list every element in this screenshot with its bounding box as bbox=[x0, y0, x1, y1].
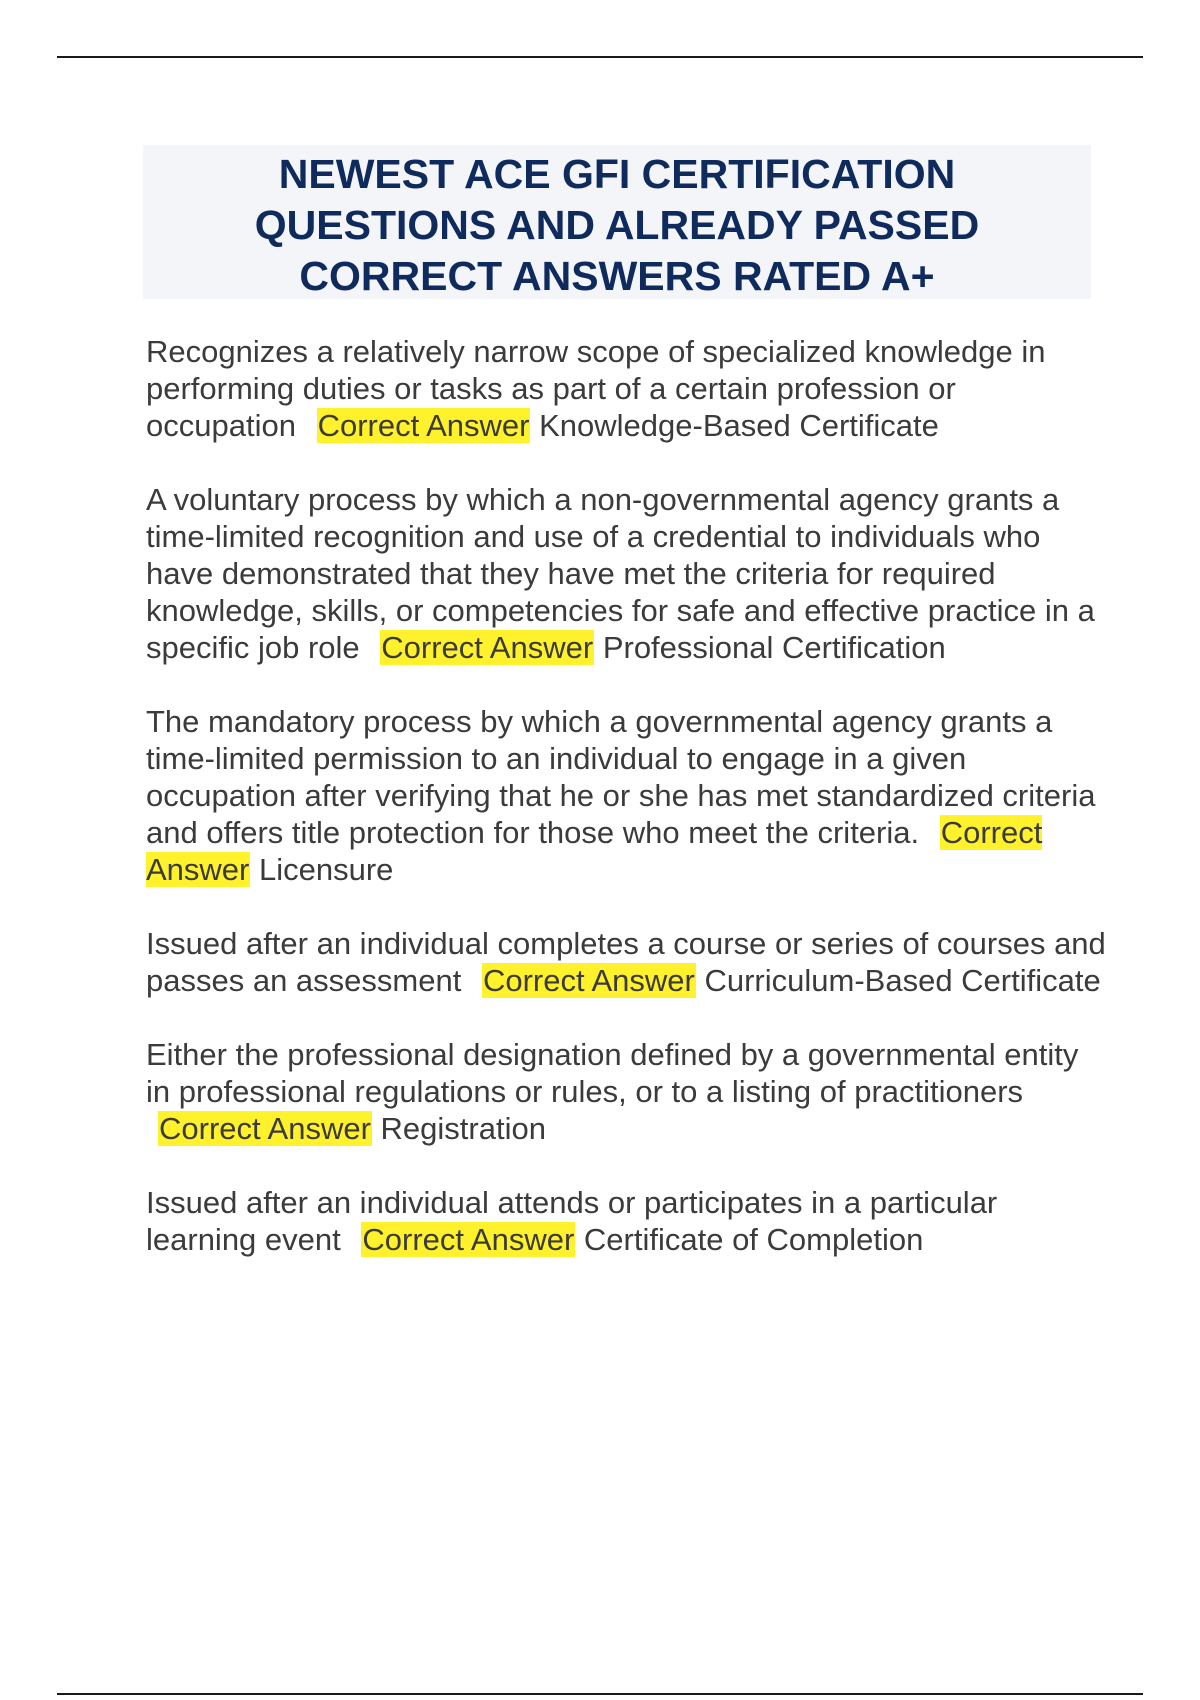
question-text: Issued after an individual completes a course or series of courses and passes an assessment bbox=[146, 926, 1106, 998]
question-text: Recognizes a relatively narrow scope of specialized knowledge in performing duties or tasks as part of a certain profession or occupation bbox=[146, 334, 1046, 443]
question-text: A voluntary process by which a non-governmental agency grants a time-limited recognition and use of a credential to individuals who have demonstrated that they have met the criteria for required knowledge, skills, or competencies for safe and effective practice in a specific job role bbox=[146, 482, 1095, 665]
qa-list bbox=[146, 333, 1106, 1295]
title-line-3: CORRECT ANSWERS RATED A+ bbox=[299, 253, 935, 299]
title-banner bbox=[143, 145, 1091, 299]
answer-text: Registration bbox=[380, 1111, 546, 1146]
title-line-1: NEWEST ACE GFI CERTIFICATION bbox=[278, 151, 956, 197]
top-rule bbox=[57, 56, 1143, 58]
answer-text: Certificate of Completion bbox=[583, 1222, 924, 1257]
question-text: Issued after an individual attends or participates in a particular learning event bbox=[146, 1185, 998, 1257]
title-line-2: QUESTIONS AND ALREADY PASSED bbox=[254, 202, 980, 248]
correct-answer-marker: Correct Answer bbox=[482, 963, 695, 998]
correct-answer-marker: Correct Answer bbox=[317, 408, 530, 443]
correct-answer-marker: Correct Answer bbox=[146, 815, 1043, 887]
qa-item-5 bbox=[146, 1036, 1106, 1147]
qa-item-6 bbox=[146, 1184, 1106, 1258]
question-text: The mandatory process by which a governmental agency grants a time-limited permission to an individual to engage in a given occupation after verifying that he or she has met standardized criteria and offers title protection for those who meet the criteria. bbox=[146, 704, 1096, 850]
qa-item-4 bbox=[146, 925, 1106, 999]
answer-text: Knowledge-Based Certificate bbox=[539, 408, 939, 443]
qa-item-2 bbox=[146, 481, 1106, 666]
question-text: Either the professional designation defined by a governmental entity in professional regulations or rules, or to a listing of practitioners bbox=[146, 1037, 1079, 1109]
bottom-rule bbox=[57, 1693, 1143, 1695]
answer-text: Curriculum-Based Certificate bbox=[704, 963, 1101, 998]
qa-item-3 bbox=[146, 703, 1106, 888]
correct-answer-marker: Correct Answer bbox=[362, 1222, 575, 1257]
correct-answer-marker: Correct Answer bbox=[159, 1111, 371, 1146]
answer-text: Licensure bbox=[259, 852, 394, 887]
qa-item-1 bbox=[146, 333, 1106, 444]
answer-text: Professional Certification bbox=[602, 630, 946, 665]
correct-answer-marker: Correct Answer bbox=[381, 630, 594, 665]
